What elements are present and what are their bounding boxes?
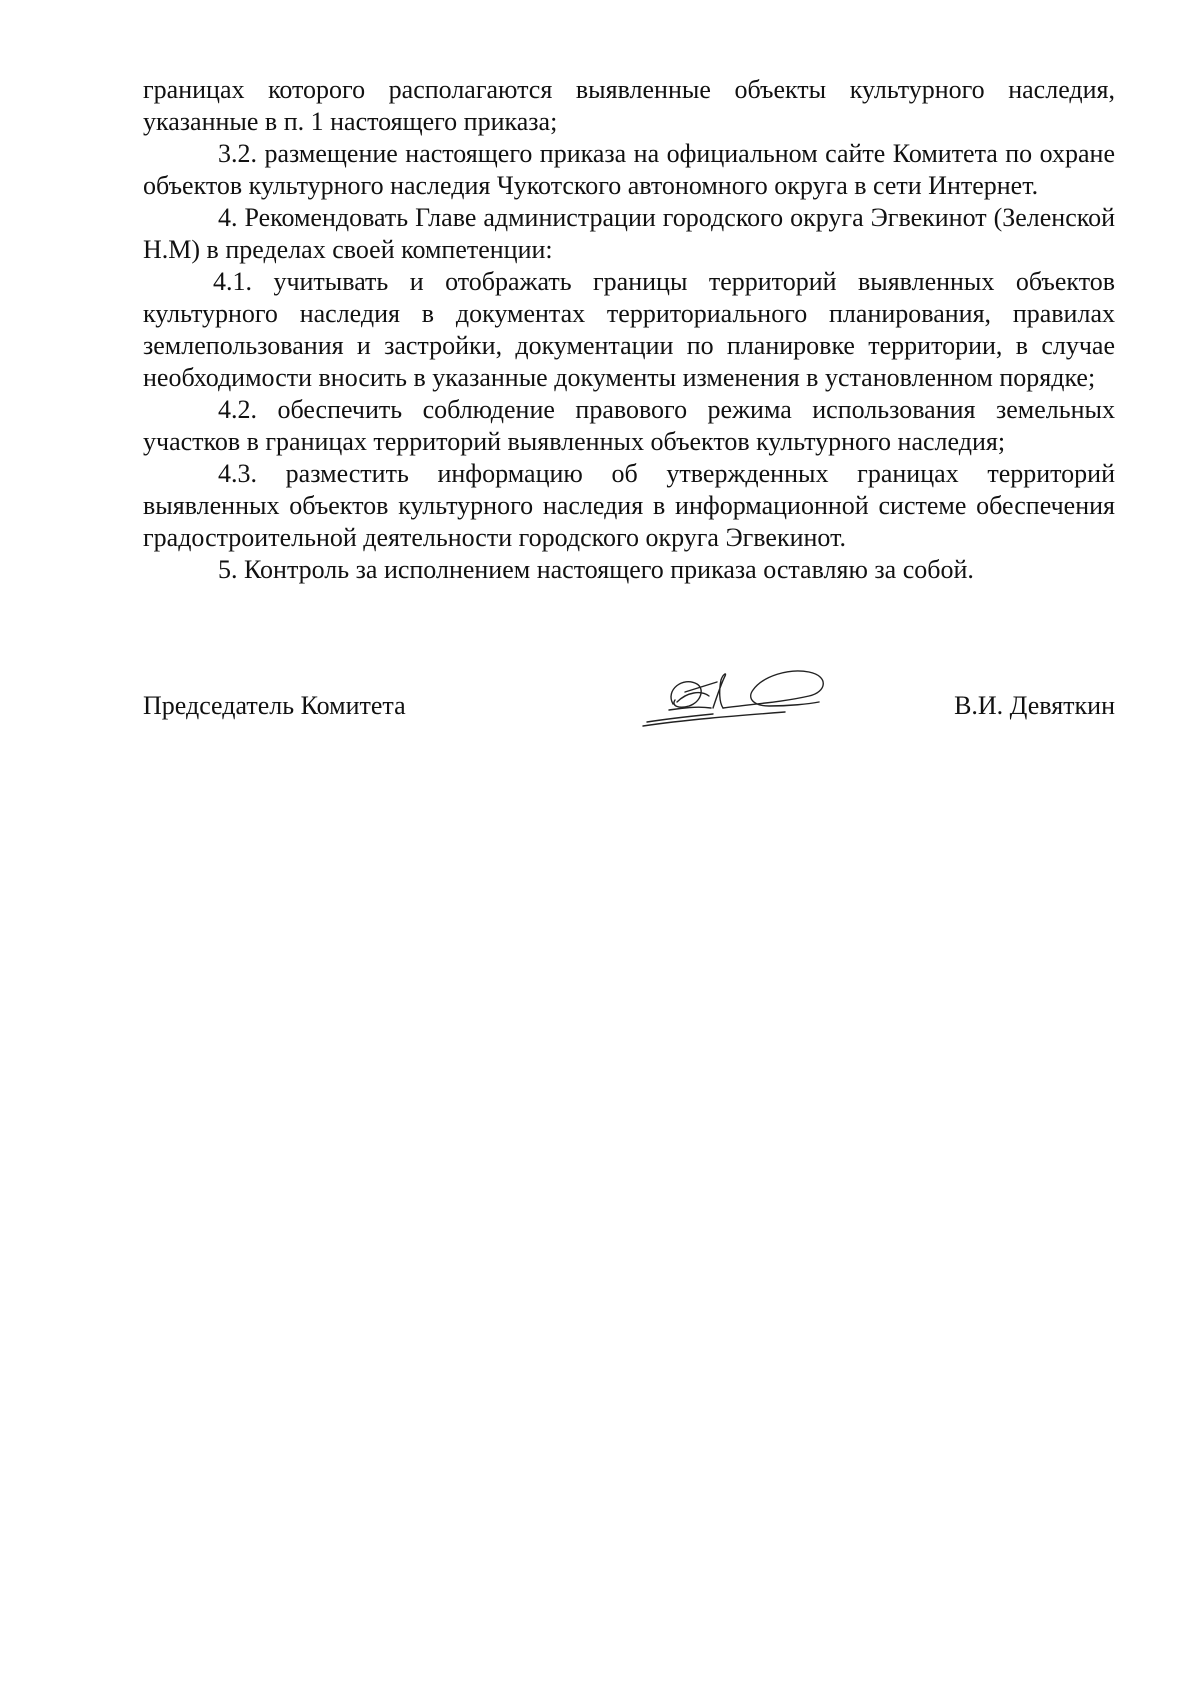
handwritten-signature-icon	[613, 662, 843, 742]
signature-block	[143, 690, 1115, 750]
paragraph-item-4-3: 4.3. разместить информацию об утвержденных границах территорий выявленных объектов культурного наследия в информационной системе обеспечения градостроительной деятельности городского округа Эгвекинот.	[143, 459, 1115, 552]
paragraph-item-5: 5. Контроль за исполнением настоящего приказа оставляю за собой.	[218, 555, 974, 584]
document-body	[143, 74, 1115, 586]
paragraph-item-4-1: 4.1. учитывать и отображать границы территорий выявленных объектов культурного наследия в документах территориального планирования, правилах землепользования и застройки, документации по планировке территории, в случае необходимости вносить в указанные документы изменения в установленном порядке;	[143, 267, 1115, 392]
signer-position: Председатель Комитета	[143, 691, 406, 720]
signer-name: В.И. Девяткин	[954, 691, 1115, 720]
paragraph-item-4: 4. Рекомендовать Главе администрации городского округа Эгвекинот (Зеленской Н.М) в пределах своей компетенции:	[143, 203, 1115, 264]
paragraph-item-3-2: 3.2. размещение настоящего приказа на официальном сайте Комитета по охране объектов культурного наследия Чукотского автономного округа в сети Интернет.	[143, 139, 1115, 200]
paragraph-continuation: границах которого располагаются выявленные объекты культурного наследия, указанные в п. 1 настоящего приказа;	[143, 75, 1115, 136]
paragraph-item-4-2: 4.2. обеспечить соблюдение правового режима использования земельных участков в границах территорий выявленных объектов культурного наследия;	[143, 395, 1115, 456]
